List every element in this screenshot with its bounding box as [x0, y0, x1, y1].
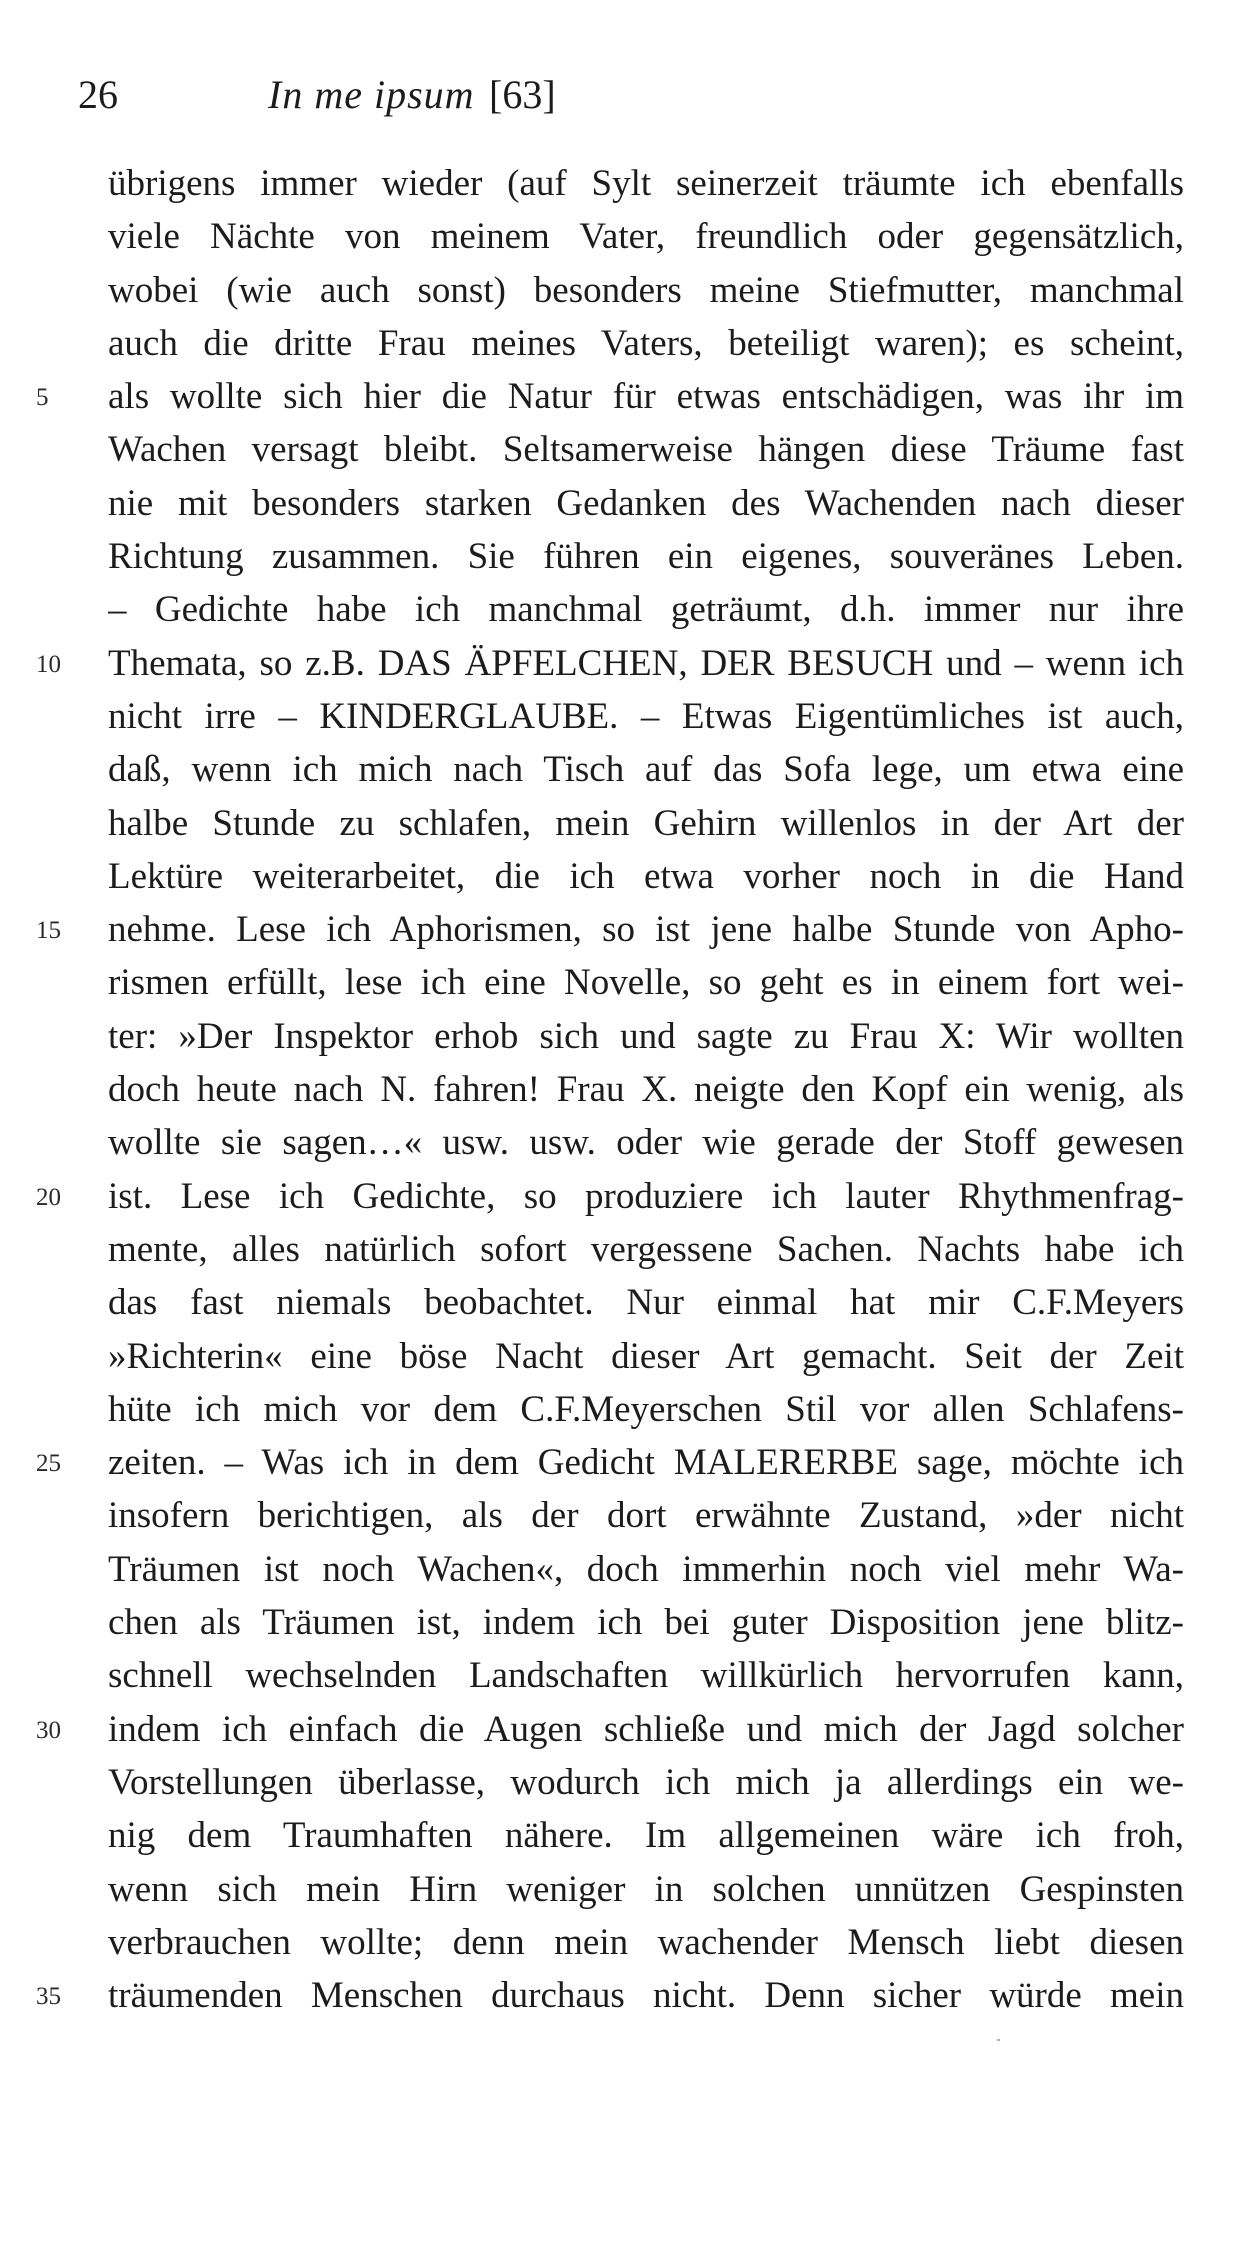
line-text: viele Nächte von meinem Vater, freundlich oder gegensätzlich, [108, 216, 1184, 258]
line-text: daß, wenn ich mich nach Tisch auf das Sofa lege, um etwa eine [108, 749, 1184, 791]
line-text: hüte ich mich vor dem C.F.Meyerschen Stil vor allen Schlafens- [108, 1388, 1184, 1430]
line-text: wollte sie sagen…« usw. usw. oder wie gerade der Stoff gewesen [108, 1122, 1184, 1164]
line-text: Lektüre weiterarbeitet, die ich etwa vorher noch in die Hand [108, 855, 1184, 897]
page-number: 26 [78, 72, 118, 117]
line-text: mente, alles natürlich sofort vergessene Sachen. Nachts habe ich [108, 1228, 1184, 1270]
line-text: schnell wechselnden Landschaften willkürlich hervorrufen kann, [108, 1655, 1184, 1697]
text-line [0, 583, 1246, 636]
text-line [0, 530, 1246, 583]
line-text: übrigens immer wieder (auf Sylt seinerzeit träumte ich ebenfalls [108, 163, 1184, 204]
text-line [0, 1383, 1246, 1436]
line-number: 5 [36, 384, 49, 412]
text-line [0, 477, 1246, 530]
text-line [0, 1223, 1246, 1276]
text-line [0, 956, 1246, 1009]
text-line [0, 1063, 1246, 1116]
line-text: nicht irre – KINDERGLAUBE. – Etwas Eigentümliches ist auch, [108, 695, 1184, 737]
text-line [0, 1116, 1246, 1169]
text-line [0, 690, 1246, 743]
line-text: rismen erfüllt, lese ich eine Novelle, so geht es in einem fort wei- [108, 962, 1184, 1004]
text-line [0, 1489, 1246, 1542]
text-line [0, 423, 1246, 476]
print-speck [997, 2039, 1000, 2041]
text-line [0, 1916, 1246, 1969]
line-text: nehme. Lese ich Aphorismen, so ist jene halbe Stunde von Apho- [108, 909, 1184, 951]
line-text: »Richterin« eine böse Nacht dieser Art gemacht. Seit der Zeit [108, 1335, 1184, 1377]
line-text: wenn sich mein Hirn weniger in solchen unnützen Gespinsten [108, 1868, 1184, 1910]
running-title: In me ipsum [268, 72, 475, 117]
line-text: Vorstellungen überlasse, wodurch ich mich ja allerdings ein we- [108, 1761, 1184, 1803]
line-text: chen als Träumen ist, indem ich bei guter Disposition jene blitz- [108, 1602, 1184, 1644]
text-line [0, 903, 1246, 956]
line-number: 20 [36, 1183, 61, 1211]
text-line [0, 1809, 1246, 1862]
line-text: Träumen ist noch Wachen«, doch immerhin noch viel mehr Wa- [108, 1548, 1184, 1590]
line-text: Themata, so z.B. DAS ÄPFELCHEN, DER BESUCH und – wenn ich [108, 642, 1184, 684]
line-text: insofern berichtigen, als der dort erwähnte Zustand, »der nicht [108, 1495, 1184, 1537]
line-number: 15 [36, 917, 61, 945]
text-line [0, 850, 1246, 903]
text-line [0, 1596, 1246, 1649]
text-line [0, 1436, 1246, 1489]
line-text: zeiten. – Was ich in dem Gedicht MALERERBE sage, möchte ich [108, 1442, 1184, 1484]
line-number: 25 [36, 1450, 61, 1478]
text-line [0, 1756, 1246, 1809]
line-text: halbe Stunde zu schlafen, mein Gehirn willenlos in der Art der [108, 802, 1184, 844]
text-line [0, 797, 1246, 850]
line-text: auch die dritte Frau meines Vaters, beteiligt waren); es scheint, [108, 322, 1184, 364]
text-line [0, 1969, 1246, 2022]
line-text: Richtung zusammen. Sie führen ein eigenes, souveränes Leben. [108, 536, 1184, 578]
line-text: als wollte sich hier die Natur für etwas entschädigen, was ihr im [108, 376, 1184, 418]
line-text: das fast niemals beobachtet. Nur einmal hat mir C.F.Meyers [108, 1282, 1184, 1324]
line-number: 35 [36, 1983, 61, 2011]
text-line [0, 1330, 1246, 1383]
line-text: Wachen versagt bleibt. Seltsamerweise hängen diese Träume fast [108, 429, 1184, 471]
text-line [0, 157, 1246, 210]
text-line [0, 637, 1246, 690]
text-line [0, 1649, 1246, 1702]
text-line [0, 1276, 1246, 1329]
text-line [0, 1863, 1246, 1916]
text-line [0, 1170, 1246, 1223]
body-text [0, 157, 1246, 2022]
line-text: nig dem Traumhaften nähere. Im allgemeinen wäre ich froh, [108, 1815, 1184, 1857]
line-text: ist. Lese ich Gedichte, so produziere ich lauter Rhythmenfrag- [108, 1175, 1184, 1217]
line-text: wobei (wie auch sonst) besonders meine Stiefmutter, manchmal [108, 269, 1184, 311]
text-line [0, 743, 1246, 796]
text-line [0, 1010, 1246, 1063]
text-line [0, 210, 1246, 263]
line-text: indem ich einfach die Augen schließe und mich der Jagd solcher [108, 1708, 1184, 1750]
text-line [0, 264, 1246, 317]
line-text: – Gedichte habe ich manchmal geträumt, d.h. immer nur ihre [108, 589, 1184, 631]
line-text: träumenden Menschen durchaus nicht. Denn sicher würde mein [108, 1975, 1184, 2017]
line-number: 10 [36, 650, 61, 678]
line-text: doch heute nach N. fahren! Frau X. neigte den Kopf ein wenig, als [108, 1069, 1184, 1111]
line-text: verbrauchen wollte; denn mein wachender Mensch liebt diesen [108, 1921, 1184, 1963]
source-page-reference: [63] [489, 72, 556, 117]
text-line [0, 317, 1246, 370]
text-line [0, 1703, 1246, 1756]
line-number: 30 [36, 1716, 61, 1744]
line-text: ter: »Der Inspektor erhob sich und sagte zu Frau X: Wir wollten [108, 1015, 1184, 1057]
text-line [0, 370, 1246, 423]
text-line [0, 1543, 1246, 1596]
line-text: nie mit besonders starken Gedanken des Wachenden nach dieser [108, 482, 1184, 524]
